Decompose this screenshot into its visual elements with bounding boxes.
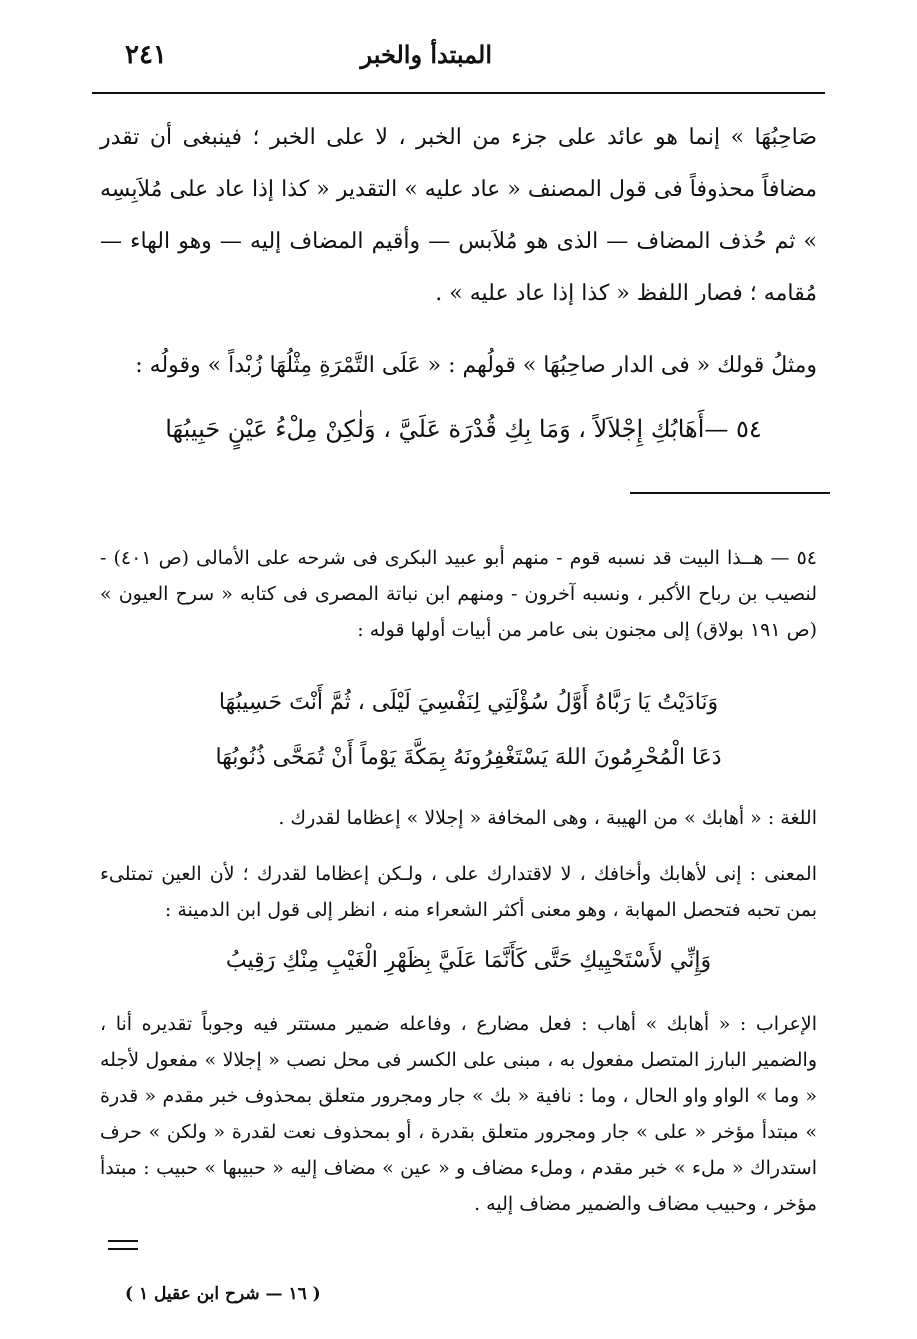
continuation-mark (108, 1240, 138, 1256)
signature-mark: ( ١٦ — شرح ابن عقيل ١ ) (125, 1284, 321, 1304)
footnote-paragraph: المعنى : إنى لأهابك وأخافك ، لا لاقتدارك على ، ولـكن إعظاما لقدرك ؛ لأن العين تمتلىء بمن تحبه فتحصل المهابة ، وهو معنى أكثر الشعراء منه ، انظر إلى قول ابن الدمينة : (100, 863, 817, 921)
footnote-paragraph: اللغة : « أهابك » من الهيبة ، وهى المخافة « إجلالا » إعظاما لقدرك . (278, 807, 817, 829)
header-rule (92, 92, 825, 94)
page-header (95, 40, 822, 80)
footnote-paragraph: ٥٤ — هــذا البيت قد نسبه قوم - منهم أبو عبيد البكرى فى شرحه على الأمالى (ص ٤٠١) - لنصيب بن رباح الأكبر ، ونسبه آخرون - ومنهم ابن نباتة المصرى فى كتابه « سرح العيون » (ص ١٩١ بولاق) إلى مجنون بنى عامر من أبيات أولها قوله : (100, 547, 817, 641)
page-number: ٢٤١ (125, 40, 167, 70)
footnote-paragraph: الإعراب : « أهابك » أهاب : فعل مضارع ، وفاعله ضمير مستتر فيه وجوباً تقديره أنا ، والضمير البارز المتصل مفعول به ، مبنى على الكسر فى محل نصب « إجلالا » مفعول لأجله « وما » الواو واو الحال ، وما : نافية « بك » جار ومجرور متعلق بمحذوف خبر مقدم « قدرة » مبتدأ مؤخر « على » جار ومجرور متعلق بقدرة ، أو بمحذوف نعت لقدرة « ولكن » حرف استدراك « ملء » خبر مقدم ، وملء مضاف و « عين » مضاف إليه « حبيبها » حبيب : مبتدأ مؤخر ، وحبيب مضاف والضمير مضاف إليه . (100, 1013, 817, 1215)
footnote-verse: دَعَا الْمُحْرِمُونَ اللهَ يَسْتَغْفِرُونَهُ بِمَكَّةَ يَوْماً أَنْ تُمَحَّى ذُنُوبُهَا (215, 745, 722, 770)
body-paragraph: صَاحِبُهَا » إنما هو عائد على جزء من الخبر ، لا على الخبر ؛ فينبغى أن تقدر مضافاً محذوفاً فى قول المصنف « عاد عليه » التقدير « كذا إذا عاد على مُلاَبِسِه » ثم حُذف المضاف — الذى هو مُلاَبس — وأقيم المضاف إليه — وهو الهاء — مُقامه ؛ فصار اللفظ « كذا إذا عاد عليه » . (100, 125, 817, 306)
running-title: المبتدأ والخبر (360, 40, 492, 69)
footnote-verse: وَنَادَيْتُ يَا رَبَّاهُ أَوَّلُ سُؤْلَتِي لِنَفْسِيَ لَيْلَى ، ثُمَّ أَنْتَ حَسِيبُهَا (218, 690, 719, 715)
verse-line: ٥٤ —أَهَابُكِ إِجْلاَلاً ، وَمَا بِكِ قُدْرَة عَلَيَّ ، وَلٰكِنْ مِلْءُ عَيْنٍ حَبِيبُهَا (165, 415, 762, 443)
footnote-separator (630, 492, 830, 494)
footnote-verse: وَإِنِّي لأَسْتَحْيِيكِ حَتَّى كَأَنَّمَا عَلَيَّ بِظَهْرِ الْغَيْبِ مِنْكِ رَقِيبُ (225, 948, 712, 973)
body-paragraph: ومثلُ قولك « فى الدار صاحِبُهَا » قولُهم : « عَلَى التَّمْرَةِ مِثْلُهَا زُبْداً » وقولُه : (135, 353, 817, 378)
